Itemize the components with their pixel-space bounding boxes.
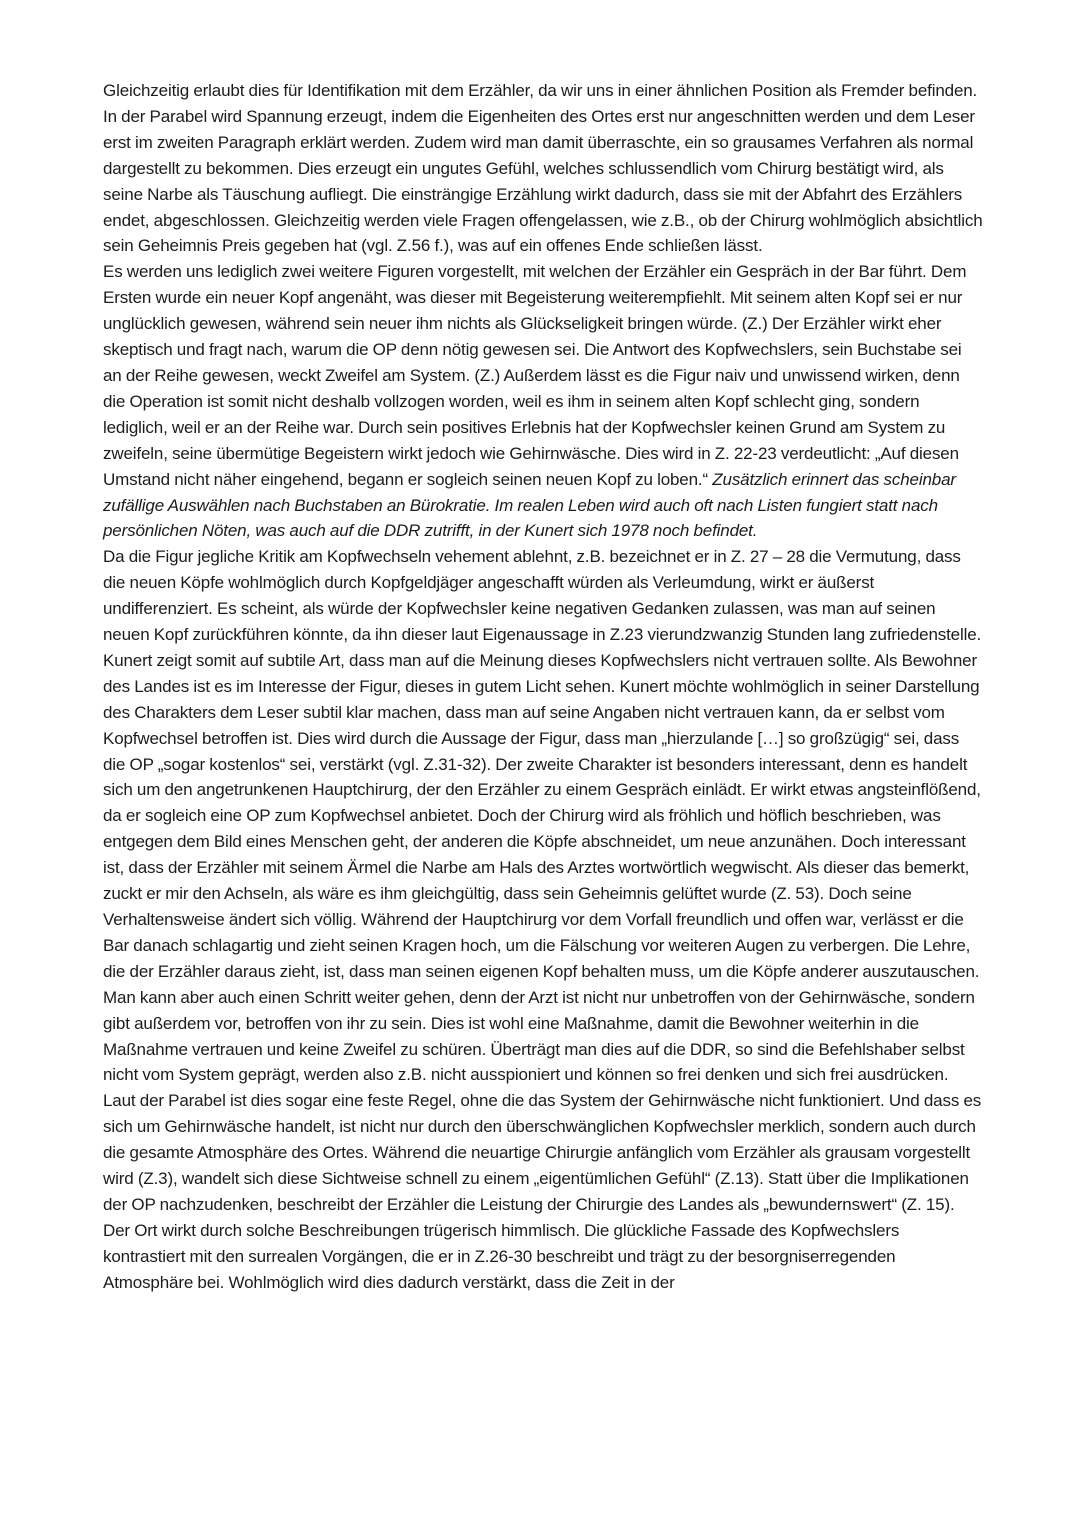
paragraph-narrative-structure [103,78,983,259]
document-page [103,78,983,1296]
italic-passage: Zusätzlich erinnert das scheinbar zufällige Auswählen nach Buchstaben an Bürokratie. Im realen Leben wird auch oft nach Listen fungiert statt nach persönlichen Nöten, was auch auf die DDR zutrifft, in der Kunert sich 1978 noch befindet. [103,469,956,541]
paragraph-continuation [103,544,983,1295]
paragraph-text: Es werden uns lediglich zwei weitere Figuren vorgestellt, mit welchen der Erzähler ein Gespräch in der Bar führt. Dem Ersten wurde ein neuer Kopf angenäht, was dieser mit Begeisterung weiterempfiehlt. Mit seinem alten Kopf sei er nur unglücklich gewesen, während sein neuer ihm nichts als Glückseligkeit bringen würde. (Z.) Der Erzähler wirkt eher skeptisch und fragt nach, warum die OP denn nötig gewesen sei. Die Antwort des Kopfwechslers, sein Buchstabe sei an der Reihe gewesen, weckt Zweifel am System. (Z.) Außerdem lässt es die Figur naiv und unwissend wirken, denn die Operation ist somit nicht deshalb vollzogen worden, weil es ihm in seinem alten Kopf schlecht ging, sondern lediglich, weil er an der Reihe war. Durch sein positives Erlebnis hat der Kopfwechsler keinen Grund am System zu zweifeln, seine übermütige Begeistern wirkt jedoch wie Gehirnwäsche. Dies wird in Z. 22-23 verdeutlicht: „Auf diesen Umstand nicht näher eingehend, begann er sogleich seinen neuen Kopf zu loben.“ [103,262,967,489]
paragraph-text: Gleichzeitig erlaubt dies für Identifikation mit dem Erzähler, da wir uns in einer ähnlichen Position als Fremder befinden. In der Parabel wird Spannung erzeugt, indem die Eigenheiten des Ortes erst nur angeschnitten werden und dem Leser erst im zweiten Paragraph erklärt werden. Zudem wird man damit überraschte, ein so grausames Verfahren als normal dargestellt zu bekommen. Dies erzeugt ein ungutes Gefühl, welches schlussendlich vom Chirurg bestätigt wird, als seine Narbe als Täuschung aufliegt. Die einsträngige Erzählung wirkt dadurch, dass sie mit der Abfahrt des Erzählers endet, abgeschlossen. Gleichzeitig werden viele Fragen offengelassen, wie z.B., ob der Chirurg wohlmöglich absichtlich sein Geheimnis Preis gegeben hat (vgl. Z.56 f.), was auf ein offenes Ende schließen lässt. [103,81,983,256]
paragraph-character-analysis [103,259,983,544]
paragraph-text: Da die Figur jegliche Kritik am Kopfwechseln vehement ablehnt, z.B. bezeichnet er in Z. 27 – 28 die Vermutung, dass die neuen Köpfe wohlmöglich durch Kopfgeldjäger angeschafft würden als Verleumdung, wirkt er äußerst undifferenziert. Es scheint, als würde der Kopfwechsler keine negativen Gedanken zulassen, was man auf seinen neuen Kopf zurückführen könnte, da ihn dieser laut Eigenaussage in Z.23 vierundzwanzig Stunden lang zufriedenstelle. Kunert zeigt somit auf subtile Art, dass man auf die Meinung dieses Kopfwechslers nicht vertrauen sollte. Als Bewohner des Landes ist es im Interesse der Figur, dieses in gutem Licht sehen. Kunert möchte wohlmöglich in seiner Darstellung des Charakters dem Leser subtil klar machen, dass man auf seine Angaben nicht vertrauen kann, da er selbst vom Kopfwechsel betroffen ist. Dies wird durch die Aussage der Figur, dass man „hierzulande […] so großzügig“ sei, dass die OP „sogar kostenlos“ sei, verstärkt (vgl. Z.31-32). Der zweite Charakter ist besonders interessant, denn es handelt sich um den angetrunkenen Hauptchirurg, der den Erzähler zu einem Gespräch einlädt. Er wirkt etwas angsteinflößend, da er sogleich eine OP zum Kopfwechsel anbietet. Doch der Chirurg wird als fröhlich und höflich beschrieben, was entgegen dem Bild eines Menschen geht, der anderen die Köpfe abschneidet, um neue anzunähen. Doch interessant ist, dass der Erzähler mit seinem Ärmel die Narbe am Hals des Arztes wortwörtlich wegwischt. Als dieser das bemerkt, zuckt er mir den Achseln, als wäre es ihm gleichgültig, dass sein Geheimnis gelüftet wurde (Z. 53). Doch seine Verhaltensweise ändert sich völlig. Während der Hauptchirurg vor dem Vorfall freundlich und offen war, verlässt er die Bar danach schlagartig und zieht seinen Kragen hoch, um die Fälschung vor weiteren Augen zu verbergen. Die Lehre, die der Erzähler daraus zieht, ist, dass man seinen eigenen Kopf behalten muss, um die Köpfe anderer auszutauschen. Man kann aber auch einen Schritt weiter gehen, denn der Arzt ist nicht nur unbetroffen von der Gehirnwäsche, sondern gibt außerdem vor, betroffen von ihr zu sein. Dies ist wohl eine Maßnahme, damit die Bewohner weiterhin in die Maßnahme vertrauen und keine Zweifel zu schüren. Überträgt man dies auf die DDR, so sind die Befehlshaber selbst nicht vom System geprägt, werden also z.B. nicht ausspioniert und können so frei denken und sich frei ausdrücken. Laut der Parabel ist dies sogar eine feste Regel, ohne die das System der Gehirnwäsche nicht funktioniert. Und dass es sich um Gehirnwäsche handelt, ist nicht nur durch den überschwänglichen Kopfwechsler merklich, sondern auch durch die gesamte Atmosphäre des Ortes. Während die neuartige Chirurgie anfänglich vom Erzähler als grausam vorgestellt wird (Z.3), wandelt sich diese Sichtweise schnell zu einem „eigentümlichen Gefühl“ (Z.13). Statt über die Implikationen der OP nachzudenken, beschreibt der Erzähler die Leistung der Chirurgie des Landes als „bewundernswert“ (Z. 15). Der Ort wirkt durch solche Beschreibungen trügerisch himmlisch. Die glückliche Fassade des Kopfwechslers kontrastiert mit den surrealen Vorgängen, die er in Z.26-30 beschreibt und trägt zu der besorgniserregenden Atmosphäre bei. Wohlmöglich wird dies dadurch verstärkt, dass die Zeit in der [103,547,982,1292]
